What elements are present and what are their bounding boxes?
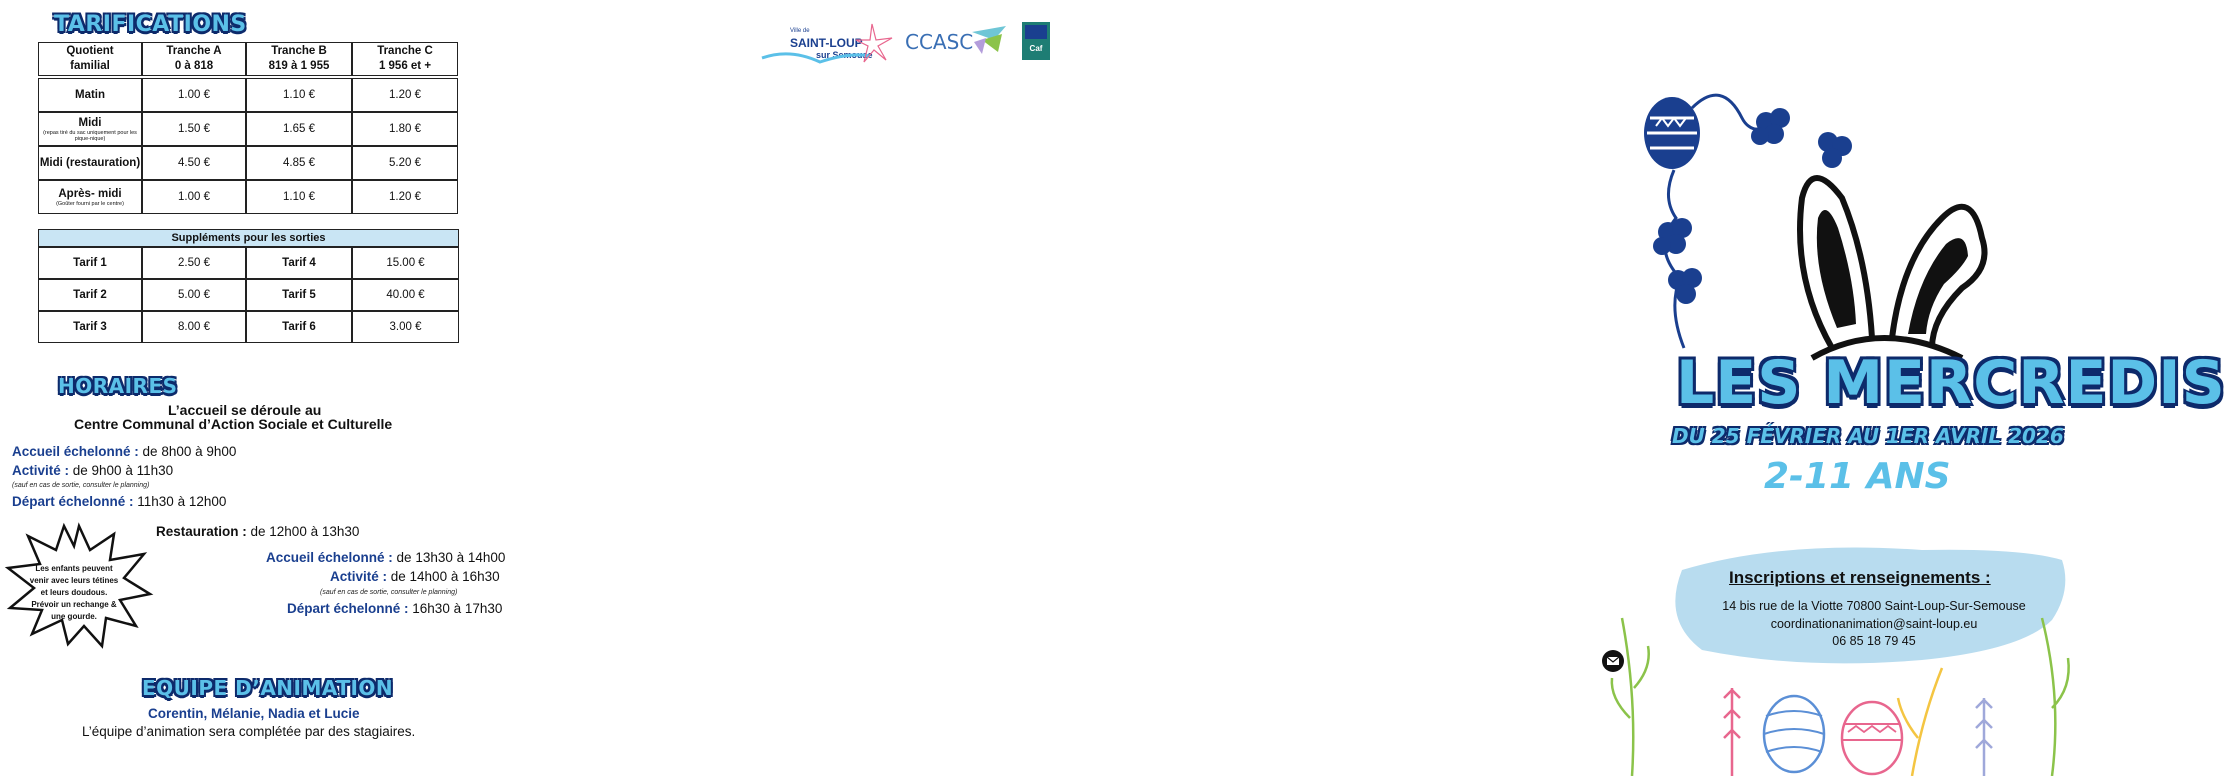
afternoon-accueil: Accueil échelonné : de 13h30 à 14h00 — [266, 550, 506, 565]
saint-loup-logo: Ville de SAINT-LOUP sur Semouse — [760, 22, 895, 68]
horaires-intro-1: L’accueil se déroule au — [168, 402, 322, 418]
cell-value: 1.00 € — [142, 180, 246, 214]
inscriptions-address: 14 bis rue de la Viotte 70800 Saint-Loup-Sur-Semouse — [1722, 599, 2026, 613]
cell-value: 5.20 € — [352, 146, 458, 180]
header-quotient: Quotient familial — [38, 42, 142, 76]
egg-icon — [1644, 97, 1700, 169]
easter-decoration — [1632, 88, 2032, 358]
horaires-title: HORAIRES — [58, 374, 178, 398]
tarif-table — [38, 42, 458, 214]
header-tranche-a: Tranche A 0 à 818 — [142, 42, 246, 76]
row-note: (repas tiré du sac uniquement pour les pique-nique) — [43, 130, 137, 142]
table-row — [38, 112, 458, 146]
supp-label: Tarif 6 — [246, 311, 352, 343]
table-row — [38, 180, 458, 214]
table-row — [38, 279, 459, 311]
table-row — [38, 311, 459, 343]
table-row — [38, 146, 458, 180]
equipe-note: L’équipe d’animation sera complétée par des stagiaires. — [82, 724, 416, 739]
header-tranche-b: Tranche B 819 à 1 955 — [246, 42, 352, 76]
horaires-intro-2: Centre Communal d’Action Sociale et Culturelle — [74, 416, 393, 432]
bunny-ears-icon — [1800, 178, 1985, 358]
supp-value: 40.00 € — [352, 279, 459, 311]
row-label: Midi (repas tiré du sac uniquement pour les pique-nique) — [38, 112, 142, 146]
supplements-table — [38, 229, 459, 343]
supp-value: 5.00 € — [142, 279, 246, 311]
cell-value: 1.50 € — [142, 112, 246, 146]
spring-plants-decoration — [1612, 598, 2082, 776]
tarif-header-row — [38, 42, 458, 76]
cell-value: 1.20 € — [352, 180, 458, 214]
saint-loup-logo-mark — [760, 22, 895, 68]
inscriptions-title: Inscriptions et renseignements : — [1729, 568, 1991, 587]
cell-value: 1.00 € — [142, 78, 246, 112]
afternoon-note: (sauf en cas de sortie, consulter le planning) — [320, 589, 458, 596]
supp-label: Tarif 2 — [38, 279, 142, 311]
table-row — [38, 78, 458, 112]
header-tranche-c: Tranche C 1 956 et + — [352, 42, 458, 76]
cell-value: 1.65 € — [246, 112, 352, 146]
egg-icon — [1764, 696, 1824, 772]
supplements-title: Suppléments pour les sorties — [38, 229, 459, 247]
equipe-names: Corentin, Mélanie, Nadia et Lucie — [148, 706, 360, 721]
supp-value: 8.00 € — [142, 311, 246, 343]
supp-label: Tarif 1 — [38, 247, 142, 279]
ccasc-logo: CCASC — [905, 30, 974, 54]
row-note: (Goûter fourni par le centre) — [56, 201, 124, 207]
restauration: Restauration : de 12h00 à 13h30 — [156, 524, 360, 539]
cell-value: 1.10 € — [246, 78, 352, 112]
table-row — [38, 247, 459, 279]
egg-icon — [1842, 702, 1902, 774]
cell-value: 1.10 € — [246, 180, 352, 214]
row-label: Midi (restauration) — [38, 146, 142, 180]
supp-value: 15.00 € — [352, 247, 459, 279]
inscriptions-email[interactable]: coordinationanimation@saint-loup.eu — [1770, 617, 1978, 631]
tarifications-title: TARIFICATIONS — [54, 12, 247, 37]
caf-logo: Caf LES MERCREDIS DU 25 FÉVRIER AU 1ER AVRIL 2026 2-11 ANS Inscriptions et renseignements : 14 bis rue de la Viotte 70800 Saint-Loup-Sur-Semouse coordinationanimation@saint-loup.eu 06 85 18 79 45 — [1022, 22, 1050, 60]
afternoon-activite: Activité : de 14h00 à 16h30 — [330, 569, 500, 584]
supp-value: 3.00 € — [352, 311, 459, 343]
morning-note: (sauf en cas de sortie, consulter le planning) — [12, 482, 150, 489]
row-label: Après- midi (Goûter fourni par le centre) — [38, 180, 142, 214]
morning-accueil: Accueil échelonné : de 8h00 à 9h00 — [12, 444, 237, 459]
burst-text: Les enfants peuvent venir avec leurs tétines et leurs doudous. Prévoir un rechange & une gourde. — [29, 564, 119, 621]
cell-value: 4.85 € — [246, 146, 352, 180]
supp-value: 2.50 € — [142, 247, 246, 279]
equipe-title: EQUIPE D’ANIMATION — [142, 676, 394, 700]
cell-value: 1.20 € — [352, 78, 458, 112]
row-label: Matin — [38, 78, 142, 112]
afternoon-depart: Départ échelonné : 16h30 à 17h30 — [287, 601, 503, 616]
ccasc-flags-icon — [972, 26, 1008, 56]
supp-label: Tarif 4 — [246, 247, 352, 279]
hero-ages: 2-11 ANS — [1764, 456, 1951, 497]
inscriptions-phone: 06 85 18 79 45 — [1832, 634, 1916, 648]
cell-value: 1.80 € — [352, 112, 458, 146]
supp-label: Tarif 3 — [38, 311, 142, 343]
supp-label: Tarif 5 — [246, 279, 352, 311]
morning-depart: Départ échelonné : 11h30 à 12h00 — [12, 494, 227, 509]
morning-activite: Activité : de 9h00 à 11h30 — [12, 463, 174, 478]
cell-value: 4.50 € — [142, 146, 246, 180]
hero-dates: DU 25 FÉVRIER AU 1ER AVRIL 2026 — [1672, 424, 2064, 448]
hero-title: LES MERCREDIS — [1676, 348, 2226, 418]
